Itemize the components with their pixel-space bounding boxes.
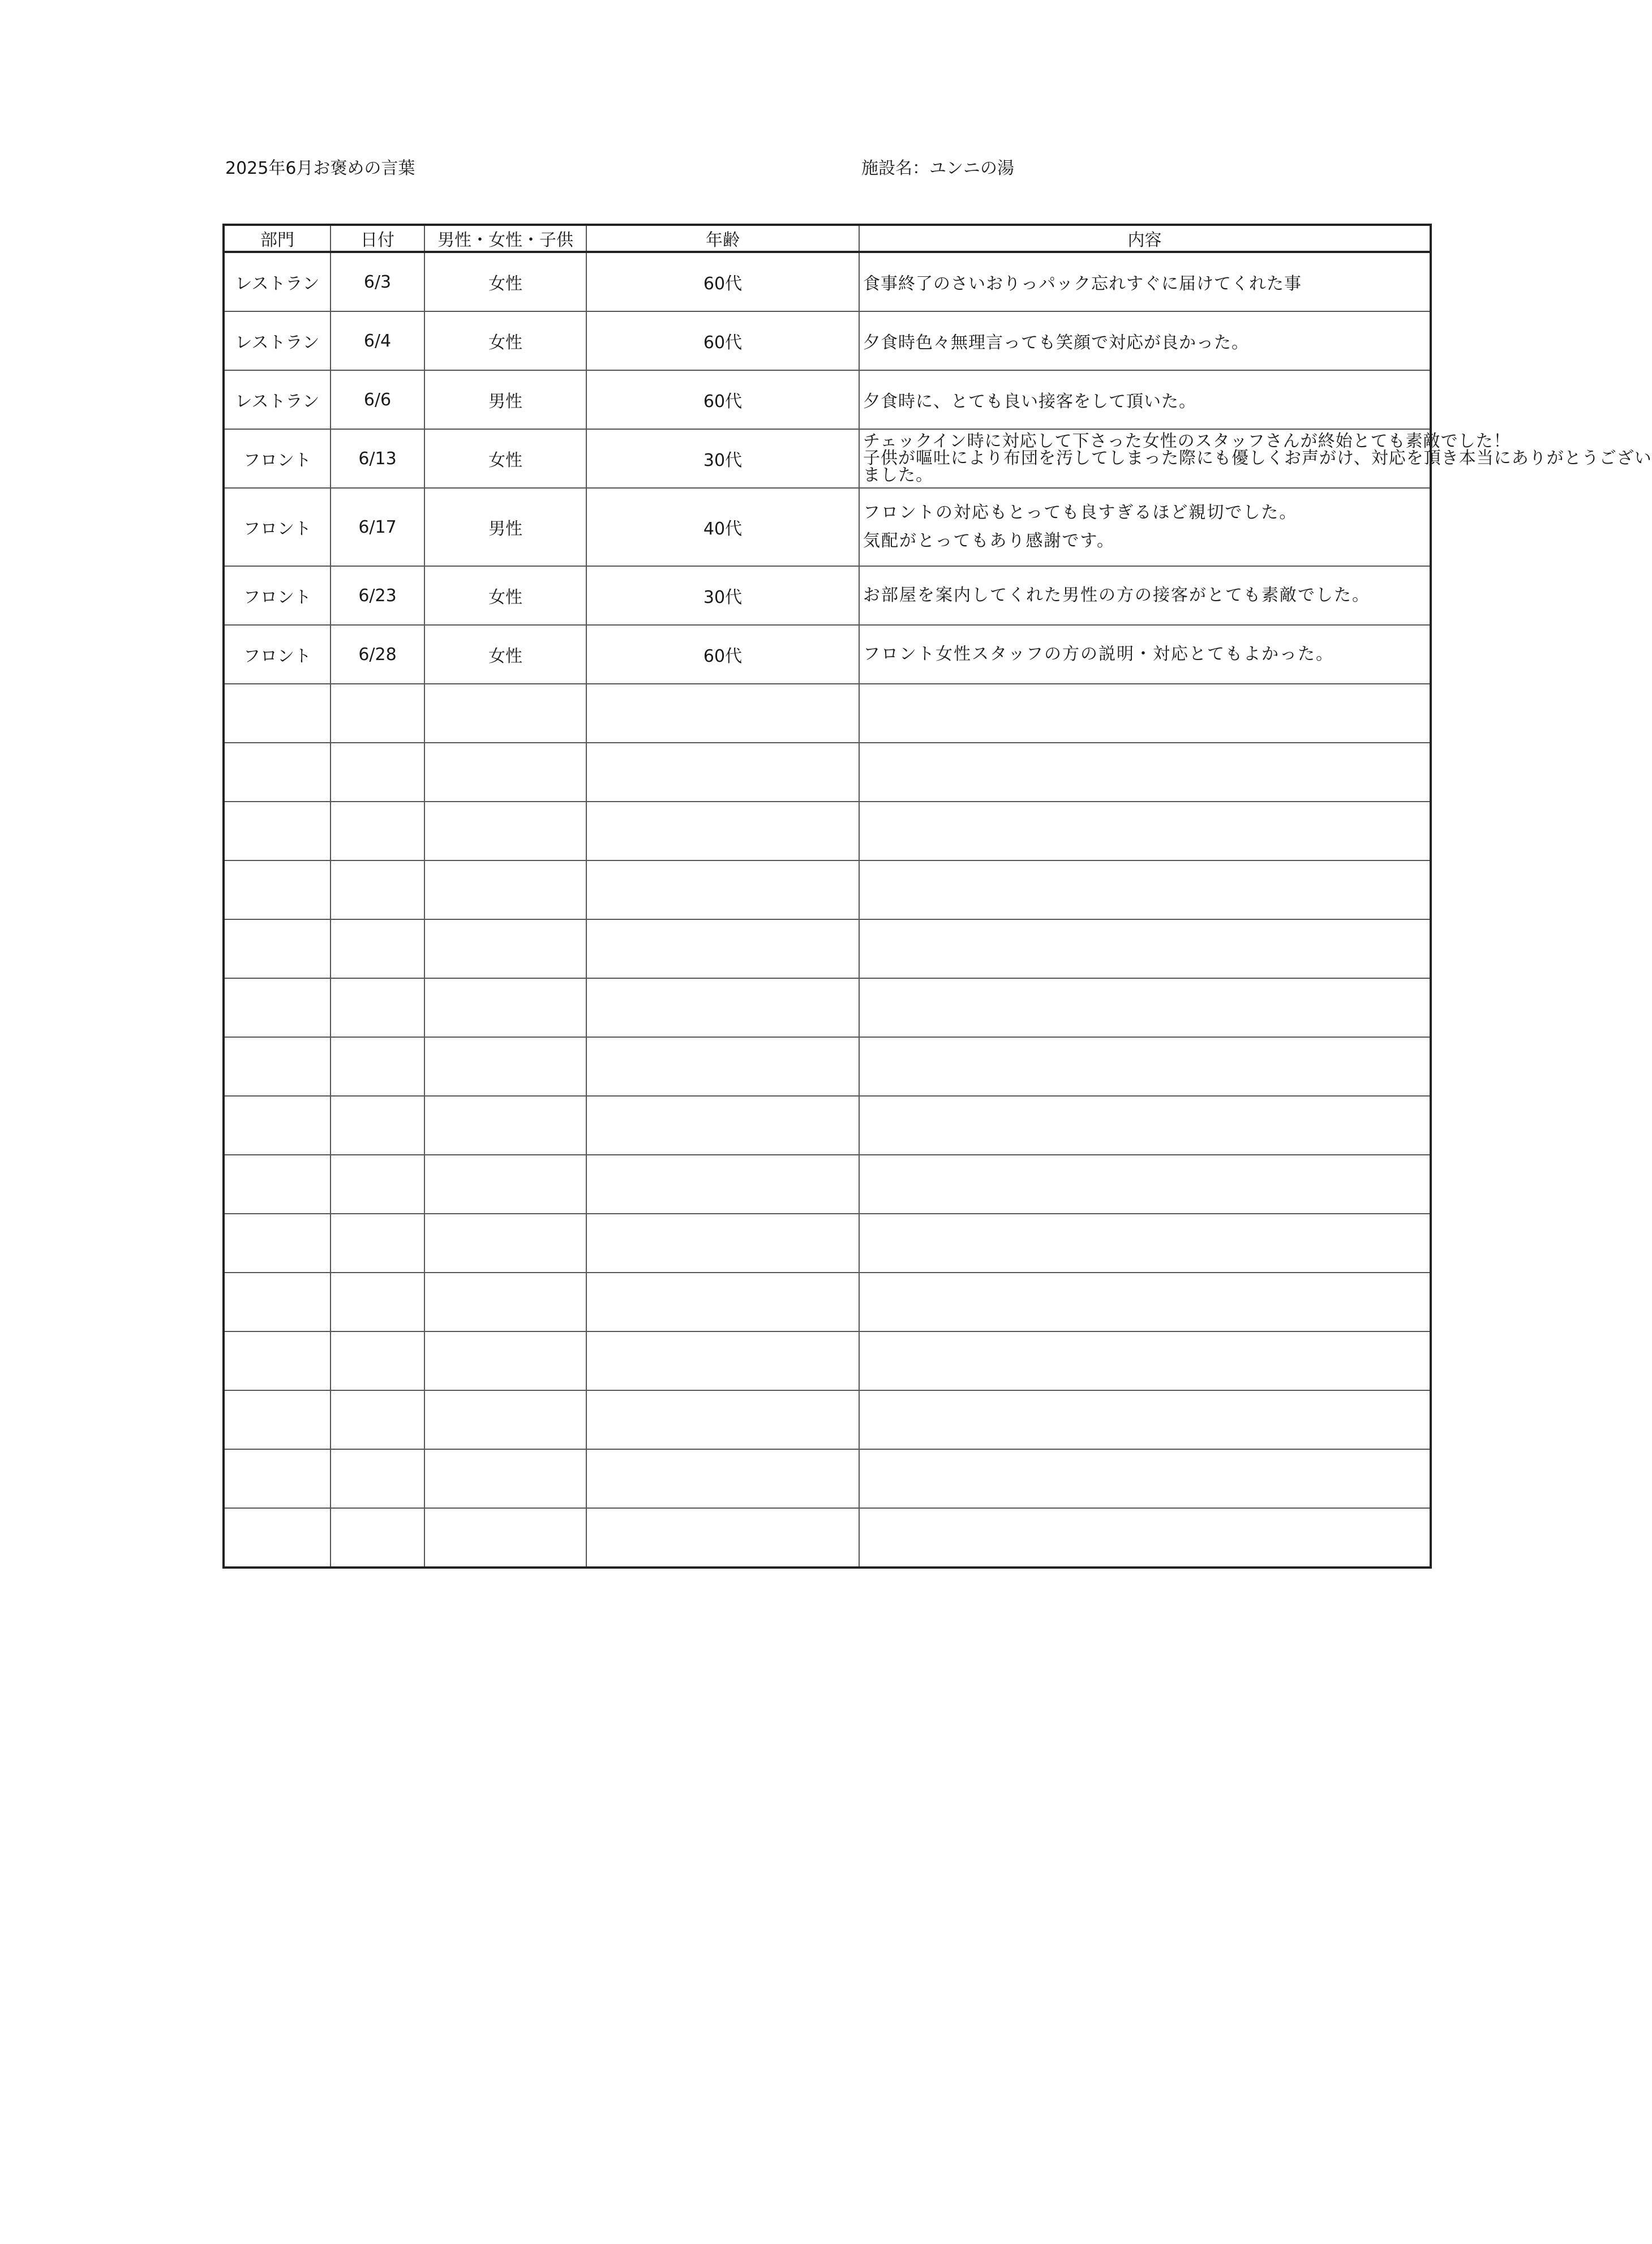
- gender-cell: [424, 1449, 586, 1508]
- content-cell: [859, 802, 1431, 860]
- department-cell: [224, 1508, 331, 1568]
- content-cell: [859, 566, 1431, 625]
- gender-cell: [424, 1096, 586, 1155]
- empty-table-row: [224, 978, 1431, 1037]
- date-cell: [331, 978, 424, 1037]
- empty-table-row: [224, 1096, 1431, 1155]
- empty-table-row: [224, 684, 1431, 743]
- date-cell: [331, 1331, 424, 1390]
- date-cell: 6/28: [331, 625, 424, 684]
- gender-cell: [424, 1214, 586, 1273]
- table-row: [224, 625, 1431, 684]
- gender-cell: 女性: [424, 429, 586, 488]
- department-cell: [224, 978, 331, 1037]
- department-cell: [224, 1390, 331, 1449]
- date-cell: [331, 1508, 424, 1568]
- department-cell: [224, 1449, 331, 1508]
- gender-cell: [424, 684, 586, 743]
- department-cell: フロント: [224, 488, 331, 566]
- content-line: チェックイン時に対応して下さった女性のスタッフさんが終始とても素敵でした！: [863, 431, 1511, 451]
- department-cell: [224, 802, 331, 860]
- gender-cell: [424, 743, 586, 802]
- content-cell: [859, 1214, 1431, 1273]
- facility-name: 施設名：ユンニの湯: [861, 159, 1014, 178]
- content-cell: [859, 1096, 1431, 1155]
- gender-cell: 男性: [424, 488, 586, 566]
- table-row: [224, 488, 1431, 566]
- department-cell: [224, 1214, 331, 1273]
- age-cell: [586, 743, 859, 802]
- department-cell: レストラン: [224, 370, 331, 429]
- gender-cell: 男性: [424, 370, 586, 429]
- empty-table-row: [224, 1273, 1431, 1331]
- age-cell: [586, 1096, 859, 1155]
- gender-cell: 女性: [424, 566, 586, 625]
- date-cell: [331, 1273, 424, 1331]
- gender-cell: [424, 1508, 586, 1568]
- content-cell: [859, 860, 1431, 919]
- date-cell: [331, 1214, 424, 1273]
- age-cell: 60代: [586, 311, 859, 370]
- department-cell: [224, 684, 331, 743]
- date-cell: [331, 919, 424, 978]
- date-cell: [331, 1155, 424, 1214]
- age-cell: [586, 860, 859, 919]
- age-cell: 30代: [586, 566, 859, 625]
- date-cell: [331, 684, 424, 743]
- content-line: 夕食時に、とても良い接客をして頂いた。: [863, 392, 1196, 412]
- department-cell: フロント: [224, 625, 331, 684]
- content-cell: [859, 743, 1431, 802]
- date-cell: [331, 1096, 424, 1155]
- gender-cell: 女性: [424, 311, 586, 370]
- department-cell: [224, 1273, 331, 1331]
- department-cell: [224, 1096, 331, 1155]
- age-cell: 40代: [586, 488, 859, 566]
- age-cell: [586, 1449, 859, 1508]
- age-cell: [586, 1508, 859, 1568]
- empty-table-row: [224, 860, 1431, 919]
- table-row: [224, 370, 1431, 429]
- date-cell: 6/4: [331, 311, 424, 370]
- content-line: 気配がとってもあり感謝です。: [863, 531, 1115, 551]
- age-cell: [586, 684, 859, 743]
- gender-cell: [424, 919, 586, 978]
- gender-cell: [424, 1390, 586, 1449]
- gender-cell: [424, 978, 586, 1037]
- gender-cell: 女性: [424, 625, 586, 684]
- content-cell: [859, 1331, 1431, 1390]
- content-cell: [859, 1449, 1431, 1508]
- content-line: 子供が嘔吐により布団を汚してしまった際にも優しくお声がけ、対応を頂き本当にありがとうござい: [863, 448, 1652, 468]
- column-header-age: 年齢: [586, 225, 859, 252]
- age-cell: [586, 1214, 859, 1273]
- gender-cell: 女性: [424, 252, 586, 311]
- age-cell: [586, 1390, 859, 1449]
- age-cell: [586, 802, 859, 860]
- age-cell: [586, 1331, 859, 1390]
- column-header-date: 日付: [331, 225, 424, 252]
- content-cell: [859, 1155, 1431, 1214]
- table-row: [224, 566, 1431, 625]
- age-cell: 30代: [586, 429, 859, 488]
- content-cell: [859, 1390, 1431, 1449]
- date-cell: [331, 1037, 424, 1096]
- age-cell: [586, 1155, 859, 1214]
- department-cell: [224, 1037, 331, 1096]
- department-cell: レストラン: [224, 311, 331, 370]
- department-cell: フロント: [224, 429, 331, 488]
- content-cell: [859, 370, 1431, 429]
- date-cell: 6/17: [331, 488, 424, 566]
- empty-table-row: [224, 1214, 1431, 1273]
- content-cell: [859, 429, 1652, 488]
- date-cell: 6/13: [331, 429, 424, 488]
- empty-table-row: [224, 802, 1431, 860]
- age-cell: 60代: [586, 252, 859, 311]
- department-cell: レストラン: [224, 252, 331, 311]
- content-cell: [859, 625, 1431, 684]
- date-cell: 6/6: [331, 370, 424, 429]
- empty-table-row: [224, 1508, 1431, 1568]
- content-cell: [859, 1508, 1431, 1568]
- date-cell: [331, 802, 424, 860]
- empty-table-row: [224, 743, 1431, 802]
- content-cell: [859, 488, 1431, 566]
- date-cell: [331, 860, 424, 919]
- column-header-department: 部門: [224, 225, 331, 252]
- date-cell: [331, 743, 424, 802]
- age-cell: 60代: [586, 625, 859, 684]
- empty-table-row: [224, 1037, 1431, 1096]
- gender-cell: [424, 1331, 586, 1390]
- content-line: フロント女性スタッフの方の説明・対応とてもよかった。: [863, 644, 1334, 664]
- column-header-content: 内容: [859, 225, 1431, 252]
- content-cell: [859, 252, 1431, 311]
- empty-table-row: [224, 1331, 1431, 1390]
- gender-cell: [424, 1273, 586, 1331]
- empty-rows-group: [224, 684, 1431, 1568]
- empty-table-row: [224, 919, 1431, 978]
- department-cell: フロント: [224, 566, 331, 625]
- content-cell: [859, 684, 1431, 743]
- gender-cell: [424, 860, 586, 919]
- age-cell: [586, 1273, 859, 1331]
- age-cell: 60代: [586, 370, 859, 429]
- date-cell: [331, 1449, 424, 1508]
- date-cell: [331, 1390, 424, 1449]
- empty-table-row: [224, 1449, 1431, 1508]
- table-row: [224, 429, 1431, 488]
- table-header-row: [224, 225, 1431, 252]
- department-cell: [224, 1155, 331, 1214]
- department-cell: [224, 919, 331, 978]
- gender-cell: [424, 802, 586, 860]
- document-title: 2025年6月お褒めの言葉: [225, 159, 415, 178]
- department-cell: [224, 860, 331, 919]
- table-row: [224, 252, 1431, 311]
- age-cell: [586, 978, 859, 1037]
- content-line: 夕食時色々無理言っても笑顔で対応が良かった。: [863, 333, 1249, 353]
- content-line: 食事終了のさいおりっパック忘れすぐに届けてくれた事: [863, 274, 1302, 294]
- content-cell: [859, 919, 1431, 978]
- gender-cell: [424, 1155, 586, 1214]
- table-row: [224, 311, 1431, 370]
- content-cell: [859, 1273, 1431, 1331]
- department-cell: [224, 1331, 331, 1390]
- date-cell: 6/3: [331, 252, 424, 311]
- content-line: ました。: [863, 465, 933, 485]
- content-line: フロントの対応もとっても良すぎるほど親切でした。: [863, 503, 1298, 523]
- column-header-gender: 男性・女性・子供: [424, 225, 586, 252]
- age-cell: [586, 919, 859, 978]
- content-cell: [859, 978, 1431, 1037]
- empty-table-row: [224, 1390, 1431, 1449]
- praise-table: [222, 224, 1652, 1569]
- content-cell: [859, 1037, 1431, 1096]
- empty-table-row: [224, 1155, 1431, 1214]
- content-cell: [859, 311, 1431, 370]
- gender-cell: [424, 1037, 586, 1096]
- department-cell: [224, 743, 331, 802]
- content-line: お部屋を案内してくれた男性の方の接客がとても素敵でした。: [863, 585, 1370, 605]
- date-cell: 6/23: [331, 566, 424, 625]
- age-cell: [586, 1037, 859, 1096]
